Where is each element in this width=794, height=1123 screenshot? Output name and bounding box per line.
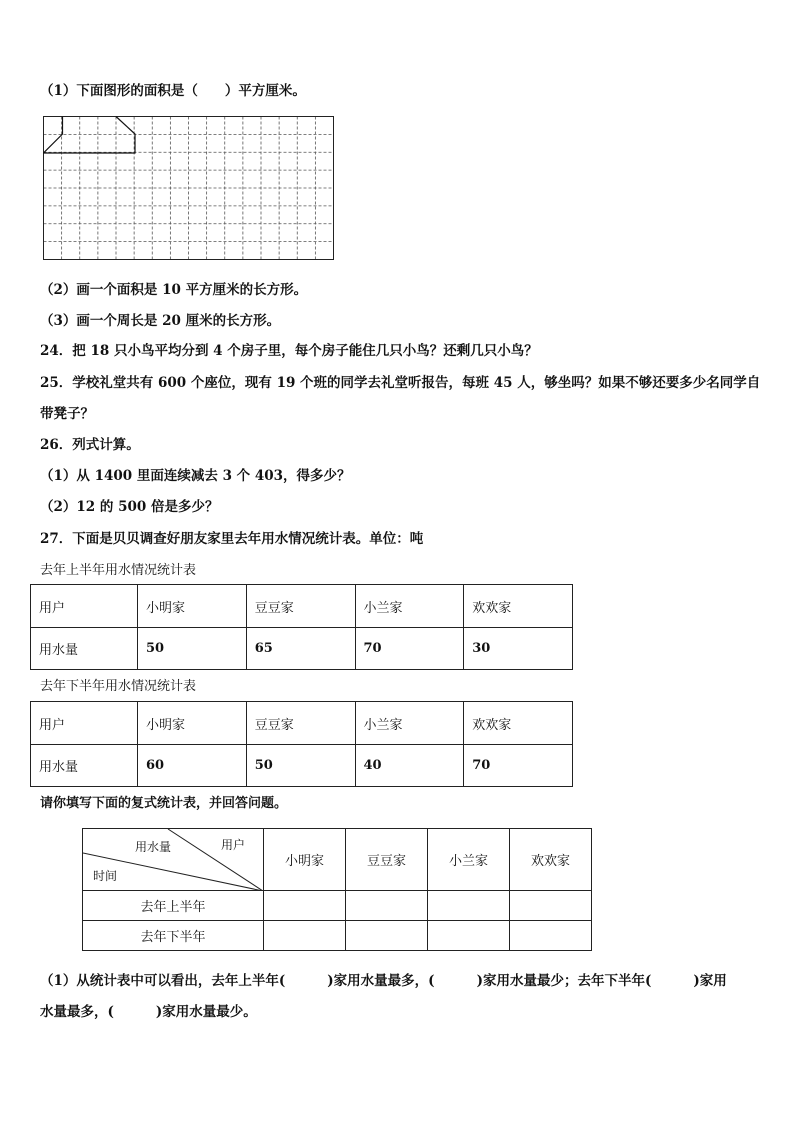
q27-instruction: 请你填写下面的复式统计表，并回答问题。 <box>40 796 288 811</box>
header-cell: 用户 <box>31 702 138 745</box>
family-header-cell: 欢欢家 <box>510 829 592 891</box>
table2-caption: 去年下半年用水情况统计表 <box>40 679 197 694</box>
header-cell: 用户 <box>31 585 138 628</box>
family-header-cell: 小兰家 <box>428 829 510 891</box>
q27-question1-line1 <box>40 972 754 990</box>
question-text: （1）从统计表中可以看出，去年上半年( <box>40 973 286 989</box>
row-label-cell: 用水量 <box>31 745 138 787</box>
question-text: )家用水量最少。 <box>155 1004 257 1020</box>
family-cell: 欢欢家 <box>464 702 573 745</box>
table1-caption: 去年上半年用水情况统计表 <box>40 563 197 578</box>
answer-cell[interactable] <box>510 891 592 921</box>
q26-part2: （2）12 的 500 倍是多少？ <box>40 499 219 515</box>
second-half-table <box>30 701 573 787</box>
answer-cell[interactable] <box>264 891 346 921</box>
q23-part3: （3）画一个周长是 20 厘米的长方形。 <box>40 313 281 329</box>
family-cell: 欢欢家 <box>464 585 573 628</box>
diagonal-header-cell <box>83 829 264 891</box>
family-cell: 小兰家 <box>355 702 464 745</box>
diag-label-user: 用户 <box>221 838 246 852</box>
question-text: )家用水量最少；去年下半年( <box>476 973 652 989</box>
q25-line1: 25．学校礼堂共有 600 个座位，现有 19 个班的同学去礼堂听报告，每班 45 人，够坐吗？如果不够还要多少名同学自 <box>40 375 761 391</box>
value-cell: 70 <box>464 745 573 787</box>
first-half-table <box>30 584 573 670</box>
family-cell: 豆豆家 <box>246 585 355 628</box>
value-cell: 50 <box>246 745 355 787</box>
value-cell: 70 <box>355 628 464 670</box>
row-label-cell: 去年下半年 <box>83 921 264 951</box>
value-cell: 30 <box>464 628 573 670</box>
value-cell: 60 <box>138 745 247 787</box>
row-label-cell: 去年上半年 <box>83 891 264 921</box>
value-cell: 40 <box>355 745 464 787</box>
q26-part1: （1）从 1400 里面连续减去 3 个 403，得多少？ <box>40 468 351 484</box>
q23-part2: （2）画一个面积是 10 平方厘米的长方形。 <box>40 282 308 298</box>
answer-cell[interactable] <box>264 921 346 951</box>
q27-question1-line2 <box>40 1003 754 1021</box>
compound-table <box>82 828 592 951</box>
question-text: )家用 <box>693 973 727 989</box>
q25-line2: 带凳子？ <box>40 406 94 422</box>
answer-cell[interactable] <box>346 891 428 921</box>
value-cell: 65 <box>246 628 355 670</box>
answer-cell[interactable] <box>428 891 510 921</box>
family-cell: 小明家 <box>138 585 247 628</box>
grid-figure <box>43 116 335 261</box>
family-cell: 小兰家 <box>355 585 464 628</box>
q27-title: 27．下面是贝贝调查好朋友家里去年用水情况统计表。单位：吨 <box>40 531 424 547</box>
family-cell: 小明家 <box>138 702 247 745</box>
q26-title: 26．列式计算。 <box>40 437 140 453</box>
diag-label-water: 用水量 <box>135 840 172 854</box>
family-header-cell: 豆豆家 <box>346 829 428 891</box>
family-cell: 豆豆家 <box>246 702 355 745</box>
row-label-cell: 用水量 <box>31 628 138 670</box>
q24-text: 24．把 18 只小鸟平均分到 4 个房子里，每个房子能住几只小鸟？还剩几只小鸟？ <box>40 343 538 359</box>
diag-label-time: 时间 <box>93 869 118 883</box>
answer-cell[interactable] <box>428 921 510 951</box>
q23-part1: （1）下面图形的面积是（ ）平方厘米。 <box>40 83 306 99</box>
question-text: 水量最多，( <box>40 1004 114 1020</box>
answer-cell[interactable] <box>510 921 592 951</box>
family-header-cell: 小明家 <box>264 829 346 891</box>
answer-cell[interactable] <box>346 921 428 951</box>
value-cell: 50 <box>138 628 247 670</box>
question-text: )家用水量最多，( <box>327 973 435 989</box>
